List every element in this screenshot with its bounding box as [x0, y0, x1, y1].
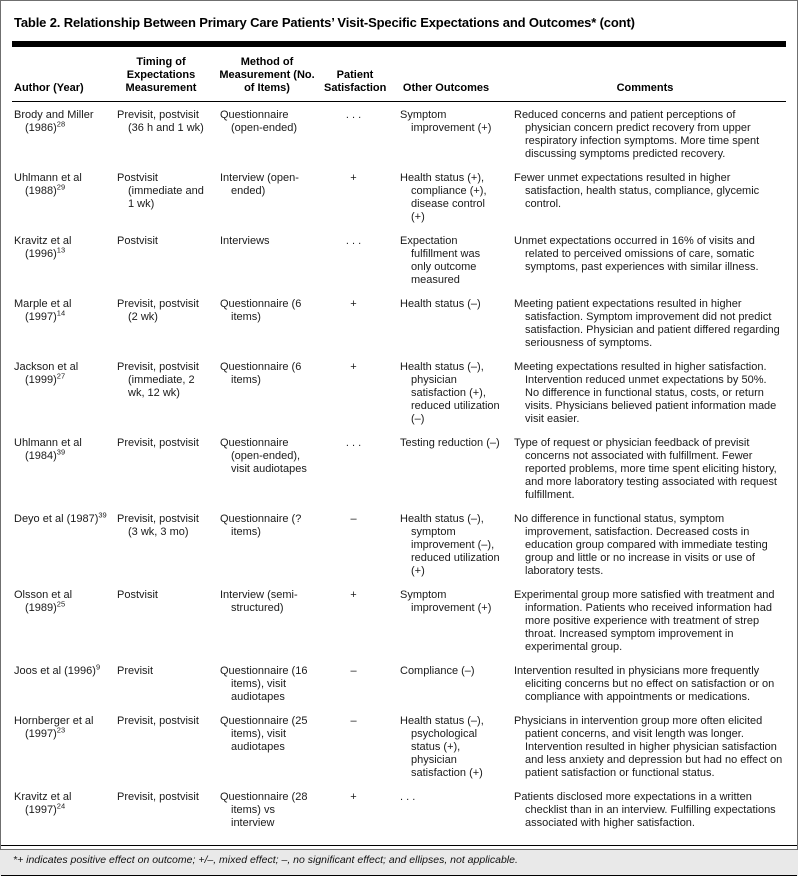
comments-cell — [504, 791, 786, 841]
cell-text: Health status (+), compliance (+), disease control (+) — [400, 172, 487, 223]
author-cell — [12, 510, 110, 589]
cell-text: Interview (semi-structured) — [220, 589, 298, 614]
cell-text: Previsit, postvisit (36 h and 1 wk) — [117, 109, 204, 134]
col-header-outcomes: Other Outcomes — [388, 47, 504, 102]
reference-superscript: 29 — [56, 182, 66, 192]
col-header-satisfaction: Patient Satisfaction — [322, 47, 388, 102]
table-row — [12, 513, 786, 589]
cell-text: Postvisit — [117, 589, 158, 601]
satisfaction-cell: – — [350, 513, 357, 525]
author-cell — [12, 361, 110, 437]
reference-superscript: 13 — [56, 245, 66, 255]
method-cell — [212, 665, 322, 715]
method-cell — [212, 102, 322, 173]
timing-cell — [110, 361, 212, 437]
method-cell — [212, 361, 322, 437]
method-cell — [212, 437, 322, 513]
other-outcomes-cell — [388, 298, 504, 361]
cell-text: Previsit, postvisit — [117, 715, 199, 727]
method-cell — [212, 298, 322, 361]
cell-text: Hornberger et al (1997)$^{23}$ — [14, 715, 94, 740]
table-row — [12, 791, 786, 841]
timing-cell — [110, 715, 212, 791]
satisfaction-cell: – — [350, 665, 357, 677]
cell-text: Uhlmann et al (1984)$^{39}$ — [14, 437, 82, 462]
cell-text: Questionnaire (open-ended), visit audiotapes — [220, 437, 307, 475]
cell-text: Meeting patient expectations resulted in higher satisfaction. Symptom improvement did not predict satisfaction. Physician and patient differed regarding seriousness of symptoms. — [514, 298, 780, 349]
cell-text: Physicians in intervention group more often elicited patient concerns, and visit length was longer. Intervention resulted in higher physician satisfaction and less anxiety and depression but had no effect on patient satisfaction or functional status. — [514, 715, 783, 779]
cell-text: Previsit — [117, 665, 154, 677]
comments-cell — [504, 589, 786, 665]
table-row — [12, 589, 786, 665]
cell-text: Deyo et al (1987)$^{39}$ — [14, 510, 107, 525]
cell-text: Olsson et al (1989)$^{25}$ — [14, 589, 73, 614]
method-cell — [212, 715, 322, 791]
reference-superscript: 39 — [98, 510, 107, 520]
author-cell — [12, 715, 110, 791]
comments-cell — [504, 437, 786, 513]
cell-text: Type of request or physician feedback of previsit concerns not associated with fulfillment. Fewer reported problems, more time spent eliciting history, and more laboratory testing associated with request fulfillment. — [514, 437, 777, 501]
timing-cell — [110, 589, 212, 665]
author-cell — [12, 102, 110, 173]
comments-cell — [504, 102, 786, 173]
cell-text: Unmet expectations occurred in 16% of visits and related to perceived omissions of care, somatic symptoms, past experiences with similar illness. — [514, 235, 759, 273]
cell-text: Health status (–) — [400, 298, 481, 310]
method-cell — [212, 513, 322, 589]
comments-cell — [504, 361, 786, 437]
comments-cell — [504, 513, 786, 589]
timing-cell — [110, 513, 212, 589]
col-header-comments: Comments — [504, 47, 786, 102]
table-header — [12, 47, 786, 102]
cell-text: Previsit, postvisit — [117, 791, 199, 803]
table-row — [12, 298, 786, 361]
cell-text: Previsit, postvisit — [117, 437, 199, 449]
comments-cell — [504, 235, 786, 298]
satisfaction-cell: + — [350, 791, 357, 803]
cell-text: Symptom improvement (+) — [400, 589, 492, 614]
other-outcomes-cell — [388, 235, 504, 298]
other-outcomes-cell — [388, 172, 504, 235]
table-row — [12, 102, 786, 173]
reference-superscript: 24 — [56, 801, 66, 811]
timing-cell — [110, 437, 212, 513]
cell-text: Questionnaire (16 items), visit audiotapes — [220, 665, 308, 703]
author-cell — [12, 172, 110, 235]
satisfaction-cell: – — [350, 715, 357, 727]
cell-text: Kravitz et al (1997)$^{24}$ — [14, 791, 72, 816]
comments-cell — [504, 298, 786, 361]
comments-cell — [504, 715, 786, 791]
cell-text: Joos et al (1996)$^9$ — [14, 662, 101, 677]
reference-superscript: 23 — [56, 725, 66, 735]
table-row — [12, 715, 786, 791]
other-outcomes-cell — [388, 665, 504, 715]
cell-text: Questionnaire (25 items), visit audiotapes — [220, 715, 308, 753]
satisfaction-cell: . . . — [345, 235, 362, 247]
cell-text: Fewer unmet expectations resulted in higher satisfaction, health status, compliance, glycemic control. — [514, 172, 760, 210]
cell-text: Meeting expectations resulted in higher satisfaction. Intervention reduced unmet expectations by 50%. No difference in functional status, costs, or return visits. Physicians believed patient information made visit easier. — [514, 361, 777, 425]
author-cell — [12, 791, 110, 841]
other-outcomes-cell — [388, 102, 504, 173]
cell-text: Health status (–), symptom improvement (–), reduced utilization (+) — [400, 513, 500, 577]
satisfaction-cell: + — [350, 172, 357, 184]
author-cell — [12, 437, 110, 513]
reference-superscript: 14 — [56, 308, 66, 318]
cell-text: Symptom improvement (+) — [400, 109, 492, 134]
col-header-method: Method of Measurement (No. of Items) — [212, 47, 322, 102]
cell-text: Marple et al (1997)$^{14}$ — [14, 298, 72, 323]
table-body — [12, 102, 786, 842]
other-outcomes-cell — [388, 589, 504, 665]
cell-text: Brody and Miller (1986)$^{28}$ — [14, 109, 94, 134]
author-cell — [12, 589, 110, 665]
reference-superscript: 39 — [56, 447, 66, 457]
cell-text: Jackson et al (1999)$^{27}$ — [14, 361, 79, 386]
reference-superscript: 27 — [56, 371, 66, 381]
cell-text: Patients disclosed more expectations in a written checklist than in an interview. Fulfilling expectations associated with higher satisfaction. — [514, 791, 776, 829]
comments-cell — [504, 665, 786, 715]
table-row — [12, 172, 786, 235]
comments-cell — [504, 172, 786, 235]
cell-text: Questionnaire (6 items) — [220, 361, 302, 386]
satisfaction-cell: + — [350, 361, 357, 373]
timing-cell — [110, 665, 212, 715]
cell-text: Health status (–), psychological status (+), physician satisfaction (+) — [400, 715, 484, 779]
other-outcomes-cell — [388, 437, 504, 513]
cell-text: Kravitz et al (1996)$^{13}$ — [14, 235, 72, 260]
expectations-outcomes-table — [12, 47, 786, 841]
method-cell — [212, 172, 322, 235]
table-row — [12, 437, 786, 513]
cell-text: Questionnaire (? items) — [220, 513, 302, 538]
other-outcomes-cell — [388, 361, 504, 437]
cell-text: Questionnaire (open-ended) — [220, 109, 298, 134]
cell-text: Postvisit (immediate and 1 wk) — [117, 172, 204, 210]
timing-cell — [110, 791, 212, 841]
cell-text: Interview (open-ended) — [220, 172, 299, 197]
table-title: Table 2. Relationship Between Primary Care Patients’ Visit-Specific Expectations and Outcomes* (cont) — [14, 15, 635, 30]
timing-cell — [110, 235, 212, 298]
table-footnote: *+ indicates positive effect on outcome; +/–, mixed effect; –, no significant effect; and ellipses, not applicable. — [1, 845, 797, 876]
cell-text: Experimental group more satisfied with treatment and information. Patients who received information had more positive experience with treatment of strep throat. Increased symptom improvement in experimental group. — [514, 589, 775, 653]
table-row — [12, 665, 786, 715]
method-cell — [212, 589, 322, 665]
author-cell — [12, 662, 110, 715]
table-row — [12, 235, 786, 298]
cell-text: Testing reduction (–) — [400, 437, 500, 449]
cell-text: Uhlmann et al (1988)$^{29}$ — [14, 172, 82, 197]
reference-superscript: 28 — [56, 119, 66, 129]
cell-text: Reduced concerns and patient perceptions of physician concern predict recovery from upper respiratory infection symptoms. More time spent discussing symptoms predicted recovery. — [514, 109, 760, 160]
cell-text: Intervention resulted in physicians more frequently eliciting concerns but no effect on satisfaction or on compliance with appointments or medications. — [514, 665, 775, 703]
method-cell — [212, 791, 322, 841]
satisfaction-cell: . . . — [345, 109, 362, 121]
satisfaction-cell: + — [350, 298, 357, 310]
other-outcomes-cell — [388, 513, 504, 589]
cell-text: Questionnaire (28 items) vs interview — [220, 791, 308, 829]
cell-text: . . . — [400, 791, 416, 803]
other-outcomes-cell — [388, 715, 504, 791]
col-header-author: Author (Year) — [12, 47, 110, 102]
cell-text: No difference in functional status, symptom improvement, satisfaction. Decreased costs in education group compared with immediate testing group and little or no increase in visits or use of laboratory tests. — [514, 513, 768, 577]
other-outcomes-cell — [388, 791, 504, 841]
col-header-timing: Timing of Expectations Measurement — [110, 47, 212, 102]
method-cell — [212, 235, 322, 298]
cell-text: Compliance (–) — [400, 665, 475, 677]
cell-text: Health status (–), physician satisfaction (+), reduced utilization (–) — [400, 361, 500, 425]
reference-superscript: 9 — [95, 662, 101, 672]
cell-text: Interviews — [220, 235, 270, 247]
table-row — [12, 361, 786, 437]
cell-text: Postvisit — [117, 235, 158, 247]
cell-text: Previsit, postvisit (2 wk) — [117, 298, 199, 323]
timing-cell — [110, 102, 212, 173]
author-cell — [12, 235, 110, 298]
cell-text: Questionnaire (6 items) — [220, 298, 302, 323]
cell-text: Expectation fulfillment was only outcome measured — [400, 235, 481, 286]
satisfaction-cell: + — [350, 589, 357, 601]
reference-superscript: 25 — [56, 599, 66, 609]
satisfaction-cell: . . . — [345, 437, 362, 449]
timing-cell — [110, 172, 212, 235]
timing-cell — [110, 298, 212, 361]
cell-text: Previsit, postvisit (3 wk, 3 mo) — [117, 513, 199, 538]
cell-text: Previsit, postvisit (immediate, 2 wk, 12 wk) — [117, 361, 199, 399]
author-cell — [12, 298, 110, 361]
